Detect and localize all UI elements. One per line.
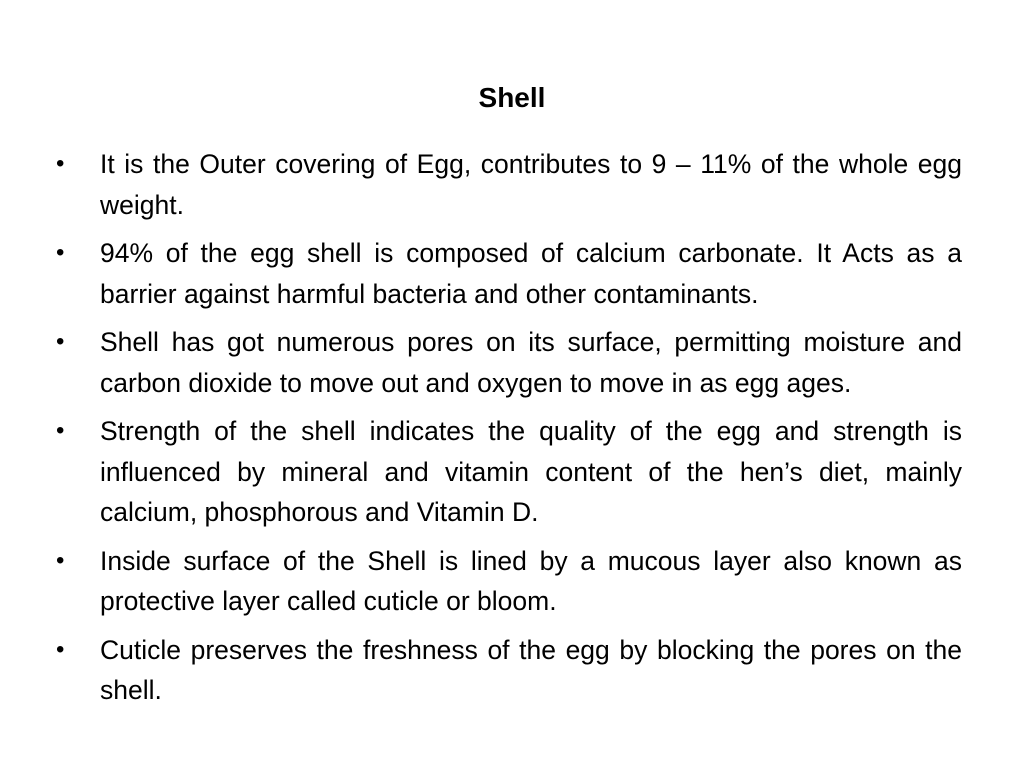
bullet-item: [56, 541, 962, 622]
bullet-text: Inside surface of the Shell is lined by a mucous layer also known as protective layer called cuticle or bloom.: [100, 545, 962, 616]
bullet-item: [56, 144, 962, 225]
bullet-list: [56, 144, 962, 719]
bullet-icon: •: [56, 635, 65, 663]
bullet-item: [56, 630, 962, 711]
bullet-text: It is the Outer covering of Egg, contributes to 9 – 11% of the whole egg weight.: [100, 149, 962, 220]
slide-title: Shell: [478, 82, 546, 113]
bullet-text: Cuticle preserves the freshness of the egg by blocking the pores on the shell.: [100, 634, 962, 705]
bullet-icon: •: [56, 328, 65, 355]
bullet-text: 94% of the egg shell is composed of calcium carbonate. It Acts as a barrier against harmful bacteria and other contaminants.: [100, 238, 962, 309]
bullet-item: [56, 322, 962, 403]
bullet-text: Shell has got numerous pores on its surface, permitting moisture and carbon dioxide to move out and oxygen to move in as egg ages.: [100, 327, 962, 398]
bullet-icon: •: [56, 239, 65, 266]
bullet-icon: •: [56, 417, 65, 444]
bullet-item: [56, 233, 962, 314]
bullet-text: Strength of the shell indicates the quality of the egg and strength is influenced by mineral and vitamin content of the hen’s diet, mainly calcium, phosphorous and Vitamin D.: [100, 416, 962, 527]
bullet-icon: •: [56, 546, 65, 574]
bullet-icon: •: [56, 150, 65, 177]
bullet-item: [56, 411, 962, 533]
